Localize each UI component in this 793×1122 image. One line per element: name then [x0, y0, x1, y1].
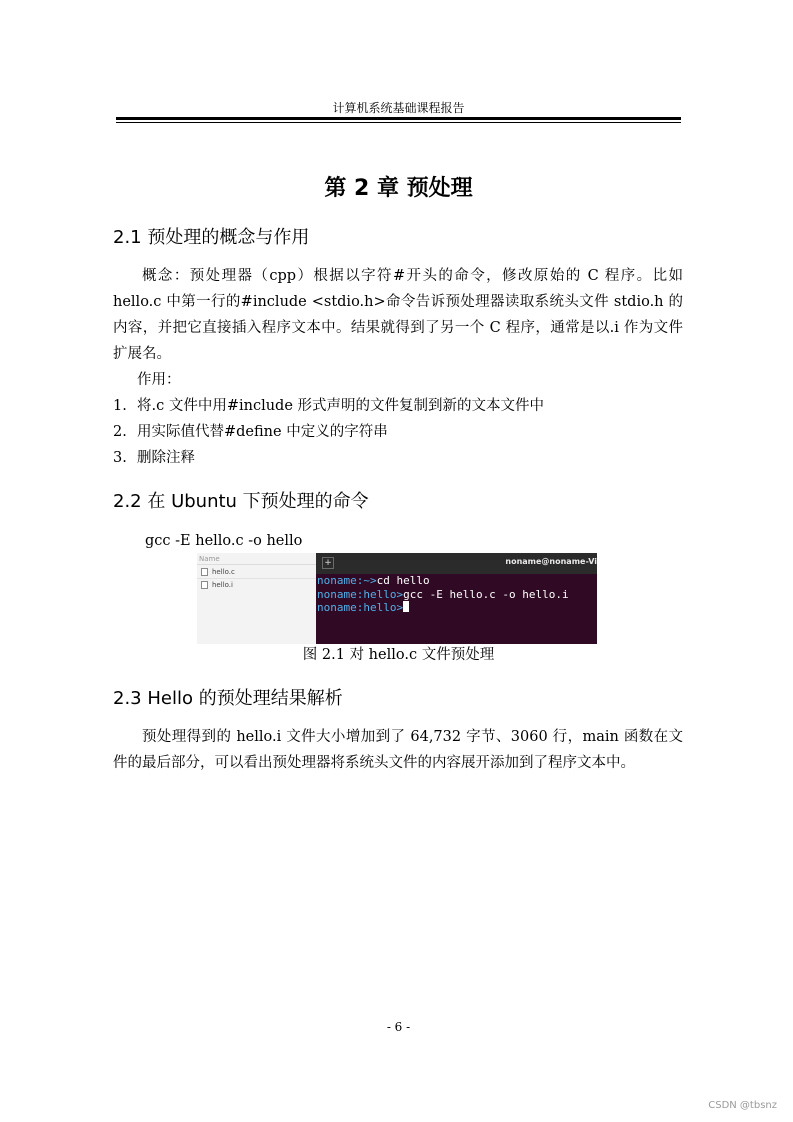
list-item-text: 删除注释 — [137, 450, 195, 466]
list-item-text: 用实际值代替#define 中定义的字符串 — [137, 424, 388, 440]
file-manager-pane — [197, 553, 316, 644]
column-header-name: Name — [199, 555, 220, 563]
shell-prompt: noname:~> — [317, 574, 377, 587]
section-heading-2-3: 2.3 Hello 的预处理结果解析 — [113, 688, 343, 709]
role-label: 作用： — [137, 372, 181, 388]
watermark: CSDN @tbsnz — [708, 1100, 777, 1111]
concept-paragraph: 概念：预处理器（cpp）根据以字符#开头的命令，修改原始的 C 程序。比如 hello.c 中第一行的#include <stdio.h>命令告诉预处理器读取系统头文件 stdio.h 的内容，并把它直接插入程序文本中。结果就得到了另一个 C 程序，通常是以.i 作为文件扩展名。 — [113, 268, 683, 362]
chapter-title: 第 2 章 预处理 — [324, 176, 473, 201]
analysis-paragraph: 预处理得到的 hello.i 文件大小增加到了 64,732 字节、3060 行，main 函数在文件的最后部分，可以看出预处理器将系统头文件的内容展开添加到了程序文本中。 — [113, 729, 683, 771]
file-name: hello.c — [212, 568, 235, 576]
list-item-number: 1. — [113, 398, 127, 414]
list-item-number: 2. — [113, 424, 127, 440]
header-rule-thick — [116, 117, 681, 120]
list-item — [113, 445, 195, 471]
shell-prompt: noname:hello> — [317, 587, 404, 601]
list-item-number: 3. — [113, 450, 127, 466]
pane-divider — [197, 564, 316, 565]
file-name: hello.i — [212, 581, 233, 589]
terminal-title: noname@noname-Vi — [505, 557, 597, 566]
new-tab-icon[interactable]: + — [322, 557, 334, 569]
text-file-icon — [201, 581, 208, 589]
list-item — [113, 393, 544, 419]
shell-command: gcc -E hello.c -o hello.i — [403, 587, 569, 601]
file-row[interactable] — [201, 579, 233, 591]
terminal-line — [317, 601, 569, 615]
terminal-titlebar — [316, 553, 597, 574]
page-header: 计算机系统基础课程报告 — [332, 101, 465, 115]
screenshot-figure — [197, 553, 597, 644]
command-text: gcc -E hello.c -o hello — [145, 533, 303, 549]
header-rule-thin — [116, 122, 681, 123]
file-row[interactable] — [201, 566, 235, 578]
section-heading-2-1: 2.1 预处理的概念与作用 — [113, 227, 310, 248]
list-item-text: 将.c 文件中用#include 形式声明的文件复制到新的文本文件中 — [137, 398, 545, 414]
section-heading-2-2: 2.2 在 Ubuntu 下预处理的命令 — [113, 491, 369, 512]
shell-command: cd hello — [376, 574, 430, 587]
shell-prompt: noname:hello> — [317, 601, 404, 614]
terminal-line — [317, 574, 569, 588]
page-number: - 6 - — [386, 1020, 411, 1034]
c-file-icon — [201, 568, 208, 576]
terminal-line — [317, 588, 569, 602]
list-item — [113, 419, 388, 445]
terminal-window[interactable] — [316, 553, 597, 644]
terminal-output — [317, 574, 569, 615]
figure-caption: 图 2.1 对 hello.c 文件预处理 — [302, 647, 495, 663]
cursor-block — [403, 601, 409, 612]
